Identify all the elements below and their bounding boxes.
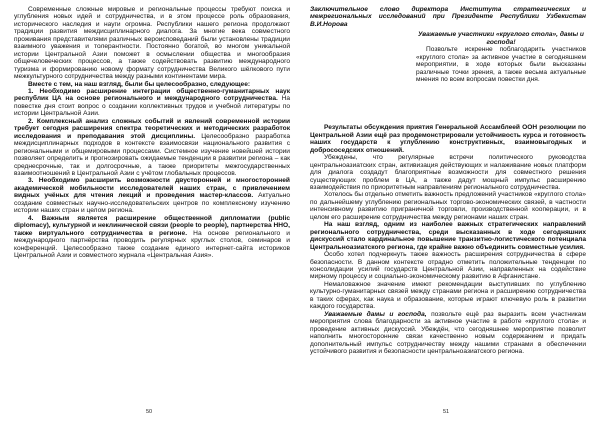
intro-paragraph: Современные сложные мировые и региональные процессы требуют поиска и углубления новых идей и сотрудничества, и в этом процессе роль образования, исторического наследия и науги огромна. Республики нашего региона продолжают традиции развития междисциплинарного диалога. За многие века совместного проживания представителями различных вероисповеданий были установлены традиции взаимного уважения и толерантности. Постоянно богатой, во многом уникальной истории Центральной Азии поможет в осмыслении общества и многообразия общечеловеческих процессов, а также содействовать развитию международного туризма и формированию новому формату сотрудничества Великого шёлкового пути межкультурного сотрудничества между разными континентами мира. <box>14 6 290 81</box>
thanks-text: позвольте ещё раз выразить всем участникам мероприятия слова благодарности за активное участие в работе «круглого стола» и проведение активных дискуссий. Убеждён, что сегодняшнее мероприятие позволит наполнить многосторонние связи качественно новым содержанием и придать дополнительный импульс сотрудничеству между нашими странами в обеспечении устойчивого развития и безопасности центральноазиатского региона. <box>310 310 586 355</box>
recommendation-4-body: На основе регионального и международного партнёрства проводить регулярных круглых столов, семинаров и конференций. Целесообразно также создание единого интернет-сайта историков Центральной Азии и совместного журнала «Центральная Азия». <box>14 229 290 259</box>
speaker-photo-area <box>310 30 410 122</box>
greeting-text: Позвольте искренне поблагодарить участников «круглого стола» за активное участие в сегодняшнем мероприятии, в ходе которых были высказаны различные точки зрения, а также весьма актуальные мнения по всем вопросам повестки дня. <box>416 46 586 84</box>
greeting-block <box>310 28 586 124</box>
recommendation-4-text <box>14 215 290 259</box>
greeting-title: Уважаемые участники «круглого стола», дамы и господа! <box>418 31 584 46</box>
recommendation-4 <box>14 215 290 260</box>
security-paragraph: Особо хотел подчеркнуть также важность расширения сотрудничества в сфере безопасности. В данном контексте отрадно отметить положительные тенденции по консолидации усилий государств Центральной Азии, направленных на содействие мирному процессу и социально-экономическому развитию в Афганистане. <box>310 251 586 281</box>
recommendation-3-body: Актуально создание совместных научно-исследовательских центров по комплексному изучению истории наших стран и целом региона. <box>14 192 291 215</box>
page-number-left: 50 <box>146 409 153 415</box>
recommendation-1-body: На повестке дня стоит вопрос о создании коллективных трудов и учебной литературы по истории Центральной Азии. <box>14 95 290 118</box>
recommendation-3 <box>14 177 290 214</box>
culture-paragraph: Немаловажное значение имеют рекомендации выступивших по углублению культурно-гуманитарных связей между странами региона и расширению сотрудничества в таких сферах, как наука и образование, которые играют ключевую роль в развитии каждого государства. <box>310 280 586 311</box>
trade-paragraph: Хотелось бы отдельно отметить важность предложений участников «круглого стола» по дальнейшему углублению региональных торгово-экономических связей, в частности интенсивному развитию приграничной торговли, производственной кооперации, и в целом его расширение сотрудничества между регионами наших стран. <box>310 191 586 221</box>
page-number-right: 51 <box>443 409 450 415</box>
thanks-lead: Уважаемые дамы и господа, <box>324 310 427 318</box>
recommendation-4-lead: 4. Важным является расширение общественной дипломатии (public diplomacy), культурной и неклинической связи (people to people), партнерства ННО, также виртуального сотрудничества в регионе. <box>14 214 290 237</box>
closing-speech-heading: Заключительное слово директора Института стратегических и межрегиональных исследований при Президенте Республики Узбекистан В.И.Норова <box>310 6 586 28</box>
recommendation-3-lead: 3. Необходимо расширить возможности двусторонней и многосторонней академической мобильности исследователей наших стран, с привлечением видных учёных для чтения лекций и проведения мастер-классов. <box>14 177 290 200</box>
platforms-paragraph: Убеждены, что регулярные встречи политического руководства центральноазиатских стран, активизация действующих и налаживание новых платформ для диалога создадут благоприятные возможности для совместного решения существующих проблем в ЦА, а также дадут мощный импульс расширению взаимодействия по приоритетным направлениям регионального сотрудничества. <box>310 154 586 191</box>
recommendation-2-text <box>14 118 290 177</box>
recommendation-1-lead: 1. Необходимо расширение интеграции общественно-гуманитарных наук республик ЦА на основе регионального и международного сотрудничества. <box>14 87 290 103</box>
thanks-paragraph <box>310 311 586 356</box>
recommendation-1-text <box>14 88 290 117</box>
recommendation-2-body: Целесообразно разработка междисциплинарных подходов в контексте взаимосвязи национального развития с региональными и общемировыми процессами. Системное изучение новейшей истории позволяет определить и прогнозировать ожидаемые тенденции в развитии региона – как среднесрочные, так и долгосрочные, а также приоритеты межгосударственных взаимоотношений в Центральной Азии с учётом глобальных процессов. <box>14 132 290 177</box>
right-page <box>300 0 600 424</box>
transit-paragraph: На наш взгляд, одним из наиболее важных стратегических направлений регионального сотрудничества, среди высказанных в ходе сегодняшних дискуссий стало кардинальное повышение транзитно-логистического потенциала Центральноазиатского региона, где крайне важно объединить совместные усилия. <box>310 221 586 251</box>
recommendation-2 <box>14 118 290 178</box>
recommendation-1 <box>14 88 290 118</box>
recommendations-heading: Вместе с тем, на наш взгляд, были бы целесообразно, следующее: <box>28 80 251 88</box>
recommendation-3-text <box>14 177 290 214</box>
results-paragraph: Результаты обсуждения приятия Генеральной Ассамблеей ООН резолюции по Центральной Азии ещё раз продемонстрировали устойчивость курса и готовность наших государств к углублению конструктивных, взаимовыгодных и добрососедских отношений. <box>310 124 586 154</box>
recommendation-2-lead: 2. Комплексный анализ сложных событий и явлений современной истории требует сегодня расширения спектра теоретических и методических разработок исследования и преподавания этой дисциплины. <box>14 117 290 140</box>
